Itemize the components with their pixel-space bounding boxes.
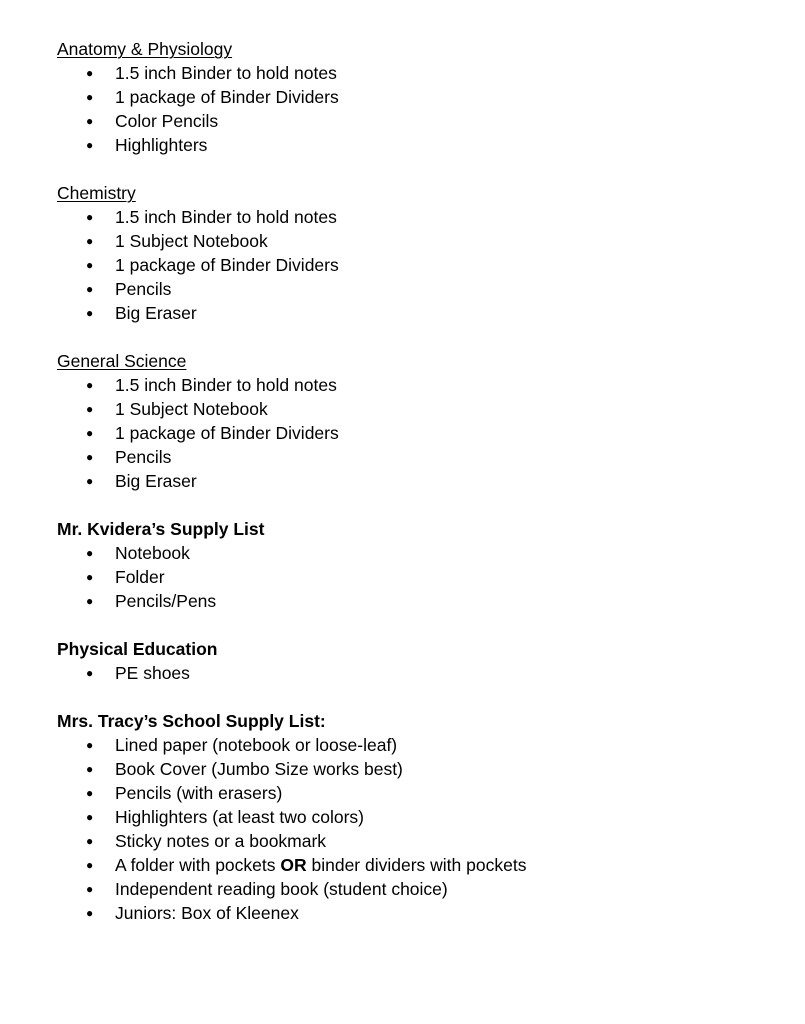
bullet-icon: ● xyxy=(86,258,94,272)
list-item: ● 1.5 inch Binder to hold notes xyxy=(86,63,337,83)
list-item: ● PE shoes xyxy=(86,663,190,683)
emphasis-text: OR xyxy=(280,855,307,875)
blank-line xyxy=(57,613,777,637)
section-heading: General Science xyxy=(57,351,187,371)
bullet-icon: ● xyxy=(86,594,94,608)
item-list xyxy=(57,61,777,157)
section-heading: Chemistry xyxy=(57,183,136,203)
list-item: ● Pencils/Pens xyxy=(86,591,217,611)
item-list xyxy=(57,373,777,493)
section-heading: Anatomy & Physiology xyxy=(57,39,233,59)
list-item: ● 1 package of Binder Dividers xyxy=(86,255,339,275)
bullet-icon: ● xyxy=(86,546,94,560)
list-item: ● Big Eraser xyxy=(86,471,197,491)
item-list xyxy=(57,661,777,685)
bullet-icon: ● xyxy=(86,474,94,488)
bullet-icon: ● xyxy=(86,234,94,248)
list-item: ● 1 package of Binder Dividers xyxy=(86,87,339,107)
section-kvidera-supply-list xyxy=(57,517,777,613)
bullet-icon: ● xyxy=(86,882,94,896)
section-heading: Mrs. Tracy’s School Supply List: xyxy=(57,711,326,731)
bullet-icon: ● xyxy=(86,762,94,776)
section-heading: Mr. Kvidera’s Supply List xyxy=(57,519,265,539)
list-item: ● Notebook xyxy=(86,543,190,563)
list-item: ● Sticky notes or a bookmark xyxy=(86,831,327,851)
list-item: ● Juniors: Box of Kleenex xyxy=(86,903,299,923)
bullet-icon: ● xyxy=(86,138,94,152)
list-item: ● 1 Subject Notebook xyxy=(86,399,268,419)
bullet-icon: ● xyxy=(86,306,94,320)
bullet-icon: ● xyxy=(86,738,94,752)
item-list xyxy=(57,541,777,613)
bullet-icon: ● xyxy=(86,282,94,296)
bullet-icon: ● xyxy=(86,90,94,104)
bullet-icon: ● xyxy=(86,858,94,872)
supply-list-document xyxy=(57,37,777,925)
bullet-icon: ● xyxy=(86,570,94,584)
bullet-icon: ● xyxy=(86,810,94,824)
list-item: ● 1.5 inch Binder to hold notes xyxy=(86,375,337,395)
section-chemistry xyxy=(57,181,777,325)
section-tracy-supply-list xyxy=(57,709,777,925)
blank-line xyxy=(57,493,777,517)
section-heading: Physical Education xyxy=(57,639,218,659)
list-item: ● Highlighters xyxy=(86,135,208,155)
bullet-icon: ● xyxy=(86,786,94,800)
bullet-icon: ● xyxy=(86,666,94,680)
bullet-icon: ● xyxy=(86,450,94,464)
bullet-icon: ● xyxy=(86,834,94,848)
item-list xyxy=(57,733,777,925)
bullet-icon: ● xyxy=(86,426,94,440)
list-item: ● 1 Subject Notebook xyxy=(86,231,268,251)
section-general-science xyxy=(57,349,777,493)
bullet-icon: ● xyxy=(86,906,94,920)
list-item: ● Highlighters (at least two colors) xyxy=(86,807,364,827)
section-physical-education xyxy=(57,637,777,685)
list-item: ● Lined paper (notebook or loose-leaf) xyxy=(86,735,398,755)
list-item: ● Independent reading book (student choice) xyxy=(86,879,448,899)
blank-line xyxy=(57,325,777,349)
list-item: ● Pencils (with erasers) xyxy=(86,783,283,803)
section-anatomy-physiology xyxy=(57,37,777,157)
item-list xyxy=(57,205,777,325)
bullet-icon: ● xyxy=(86,378,94,392)
list-item: ● Big Eraser xyxy=(86,303,197,323)
blank-line xyxy=(57,157,777,181)
blank-line xyxy=(57,685,777,709)
bullet-icon: ● xyxy=(86,210,94,224)
bullet-icon: ● xyxy=(86,66,94,80)
list-item: ● Folder xyxy=(86,567,165,587)
list-item: ● Book Cover (Jumbo Size works best) xyxy=(86,759,403,779)
list-item: ● 1 package of Binder Dividers xyxy=(86,423,339,443)
bullet-icon: ● xyxy=(86,114,94,128)
list-item: ● A folder with pockets OR binder dividers with pockets xyxy=(86,855,527,875)
list-item: ● Color Pencils xyxy=(86,111,219,131)
bullet-icon: ● xyxy=(86,402,94,416)
list-item: ● Pencils xyxy=(86,279,172,299)
list-item: ● 1.5 inch Binder to hold notes xyxy=(86,207,337,227)
list-item: ● Pencils xyxy=(86,447,172,467)
